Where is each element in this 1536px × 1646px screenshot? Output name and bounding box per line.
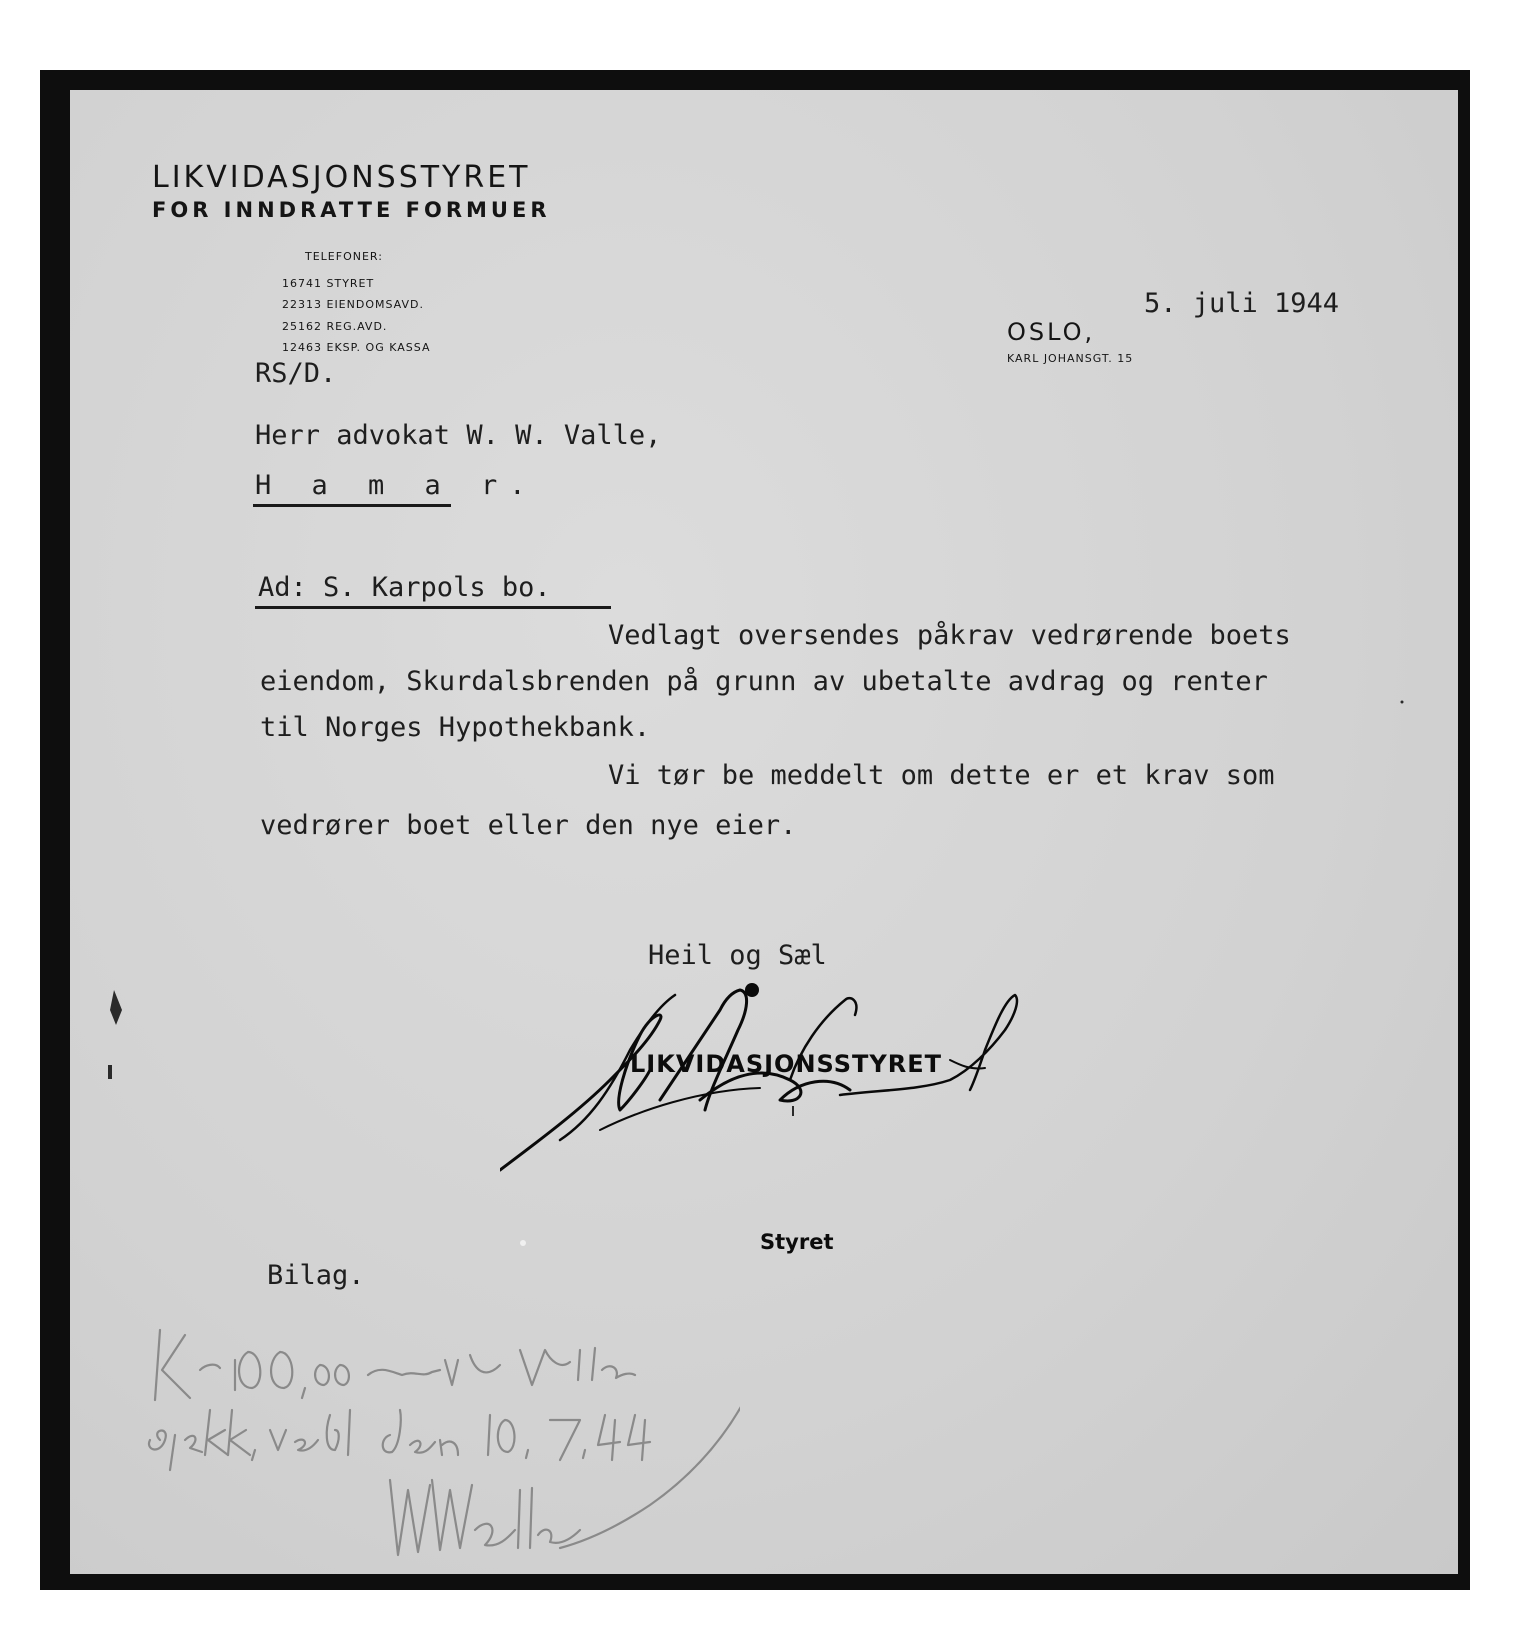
signer-title: Styret [760, 1230, 834, 1254]
letterhead-subtitle: FOR INNDRATTE FORMUER [152, 198, 551, 222]
body-line: Vedlagt oversendes påkrav vedrørende boets [608, 620, 1291, 651]
letter-date: 5. juli 1944 [1144, 288, 1340, 319]
reference-code: RS/D. [255, 358, 337, 389]
phone-entry: 16741 STYRET [282, 277, 375, 290]
recipient-city: H a m a r. [255, 470, 538, 501]
scan-noise [70, 90, 1458, 1574]
subject-line: Ad: S. Karpols bo. [258, 572, 551, 603]
phone-entry: 25162 REG.AVD. [282, 320, 388, 333]
phone-header: TELEFONER: [305, 250, 383, 263]
organization-stamp: LIKVIDASJONSSTYRET [630, 1050, 943, 1078]
letterhead-address: KARL JOHANSGT. 15 [1007, 352, 1134, 365]
body-line: Vi tør be meddelt om dette er et krav som [608, 760, 1275, 791]
body-line: vedrører boet eller den nye eier. [260, 810, 797, 841]
letterhead-city: OSLO, [1007, 318, 1096, 346]
letter-page [70, 90, 1458, 1574]
phone-entry: 12463 EKSP. OG KASSA [282, 341, 431, 354]
body-line: eiendom, Skurdalsbrenden på grunn av ubetalte avdrag og renter [260, 666, 1268, 697]
body-line: til Norges Hypothekbank. [260, 712, 651, 743]
enclosure-note: Bilag. [267, 1260, 365, 1291]
closing-salutation: Heil og Sæl [648, 940, 827, 971]
recipient-name: Herr advokat W. W. Valle, [255, 420, 662, 451]
phone-entry: 22313 EIENDOMSAVD. [282, 298, 424, 311]
letterhead-organization: LIKVIDASJONSSTYRET [152, 160, 531, 195]
